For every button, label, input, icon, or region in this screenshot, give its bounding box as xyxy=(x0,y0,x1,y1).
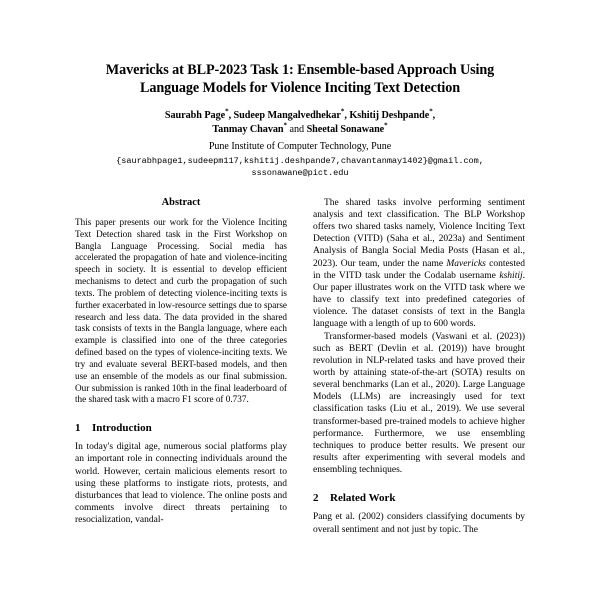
rc-p1-italic-mavericks: Mavericks xyxy=(446,258,486,269)
two-column-body xyxy=(75,197,525,536)
rc-p1-seg-2: contested in the VITD task under the Codalab username xyxy=(313,258,525,281)
footnote-marker: * xyxy=(283,121,287,130)
right-column xyxy=(313,197,525,536)
title-line-1: Mavericks at BLP-2023 Task 1: Ensemble-based Approach Using xyxy=(105,62,495,78)
section-heading-introduction xyxy=(75,422,287,434)
right-column-paragraph-1 xyxy=(313,197,525,331)
author-sudeep-mangalvedhekar: , Sudeep Mangalvedhekar xyxy=(228,110,341,121)
abstract-text: This paper presents our work for the Violence Inciting Text Detection shared task in the First Workshop on Bangla Language Processing. Social media has accelerated the propagation of hate and violence-inciting speech in society. It is essential to develop efficient mechanisms to detect and curb the propagation of such texts. The problem of detecting violence-inciting texts is further exacerbated in low-resource settings due to sparse research and less data. The data provided in the shared task consists of texts in the Bangla language, where each example is classified into one of the three categories defined based on the types of violence-inciting texts. We try and evaluate several BERT-based models, and then use an ensemble of the models as our final submission. Our submission is ranked 10th in the final leaderboard of the shared task with a macro F1 score of 0.737. xyxy=(75,216,287,405)
abstract-heading: Abstract xyxy=(161,196,201,208)
title-block xyxy=(75,0,525,180)
title-line-2: Language Models for Violence Inciting Text Detection xyxy=(139,79,461,96)
email-line-1: {saurabhpage1,sudeepm117,kshitij.deshpande7,chavantanmay1402}@gmail.com, xyxy=(116,156,484,166)
author-emails xyxy=(75,155,525,180)
section-heading-related-work xyxy=(313,492,525,504)
footnote-marker: * xyxy=(340,107,345,116)
footnote-marker: * xyxy=(225,107,229,116)
affiliation: Pune Institute of Computer Technology, Pune xyxy=(208,141,392,152)
email-line-2: sssonawane@pict.edu xyxy=(251,168,349,179)
author-line-1-trailing: , xyxy=(432,110,436,121)
section-title: Introduction xyxy=(92,422,152,435)
left-column xyxy=(75,197,287,527)
right-column-paragraph-2: Transformer-based models (Vaswani et al. (2023)) such as BERT (Devlin et al. (2019)) have brought revolution in NLP-related tasks and have proved their worth by attaining state-of-the-art (SOTA) results on several benchmarks (Lan et al., 2020). Large Language Models (LLMs) are increasingly used for text classification tasks (Liu et al., 2019). We use several transformer-based pre-trained models to achieve higher performance. Furthermore, we use ensembling techniques to produce better results. We present our results after experimenting with several models and ensembling techniques. xyxy=(313,331,525,476)
author-saurabh-page: Saurabh Page xyxy=(164,110,226,121)
section-number: 1 xyxy=(75,422,81,435)
author-tanmay-chavan: Tanmay Chavan xyxy=(212,124,284,135)
author-sheetal-sonawane: Sheetal Sonawane xyxy=(306,124,385,135)
footnote-marker: * xyxy=(384,121,388,130)
section-number: 2 xyxy=(313,492,319,505)
author-kshitij-deshpande: , Kshitij Deshpande xyxy=(344,110,430,121)
rc-p1-seg-1: The shared tasks involve performing sentiment analysis and text classification. The BLP Workshop offers two shared tasks namely, Violence Inciting Text Detection (VITD) (Saha et al., 2023a) and Sentiment Analysis of Bangla Social Media Posts (Hasan et al., 2023). Our team, under the name xyxy=(313,197,525,269)
section-title: Related Work xyxy=(330,492,396,505)
footnote-marker: * xyxy=(429,107,433,116)
page-title xyxy=(75,62,525,97)
rc-p1-seg-3: . Our paper illustrates work on the VITD task where we have to classify text into predefined categories of violence. The dataset consists of text in the Bangla language with a length of up to 600 words. xyxy=(313,270,525,330)
rc-p1-italic-kshitij: kshitij xyxy=(499,270,523,281)
author-conjunction: and xyxy=(287,124,307,135)
author-list xyxy=(75,109,525,137)
related-work-paragraph-1: Pang et al. (2002) considers classifying documents by overall sentiment and not just by topic. The xyxy=(313,512,525,535)
introduction-paragraph-1: In today's digital age, numerous social platforms play an important role in connecting individuals around the world. However, certain malicious elements resort to using these platforms to instigate riots, protests, and disturbances that lead to violence. The online posts and comments involve direct threats pertaining to resocialization, vandal- xyxy=(75,442,287,526)
